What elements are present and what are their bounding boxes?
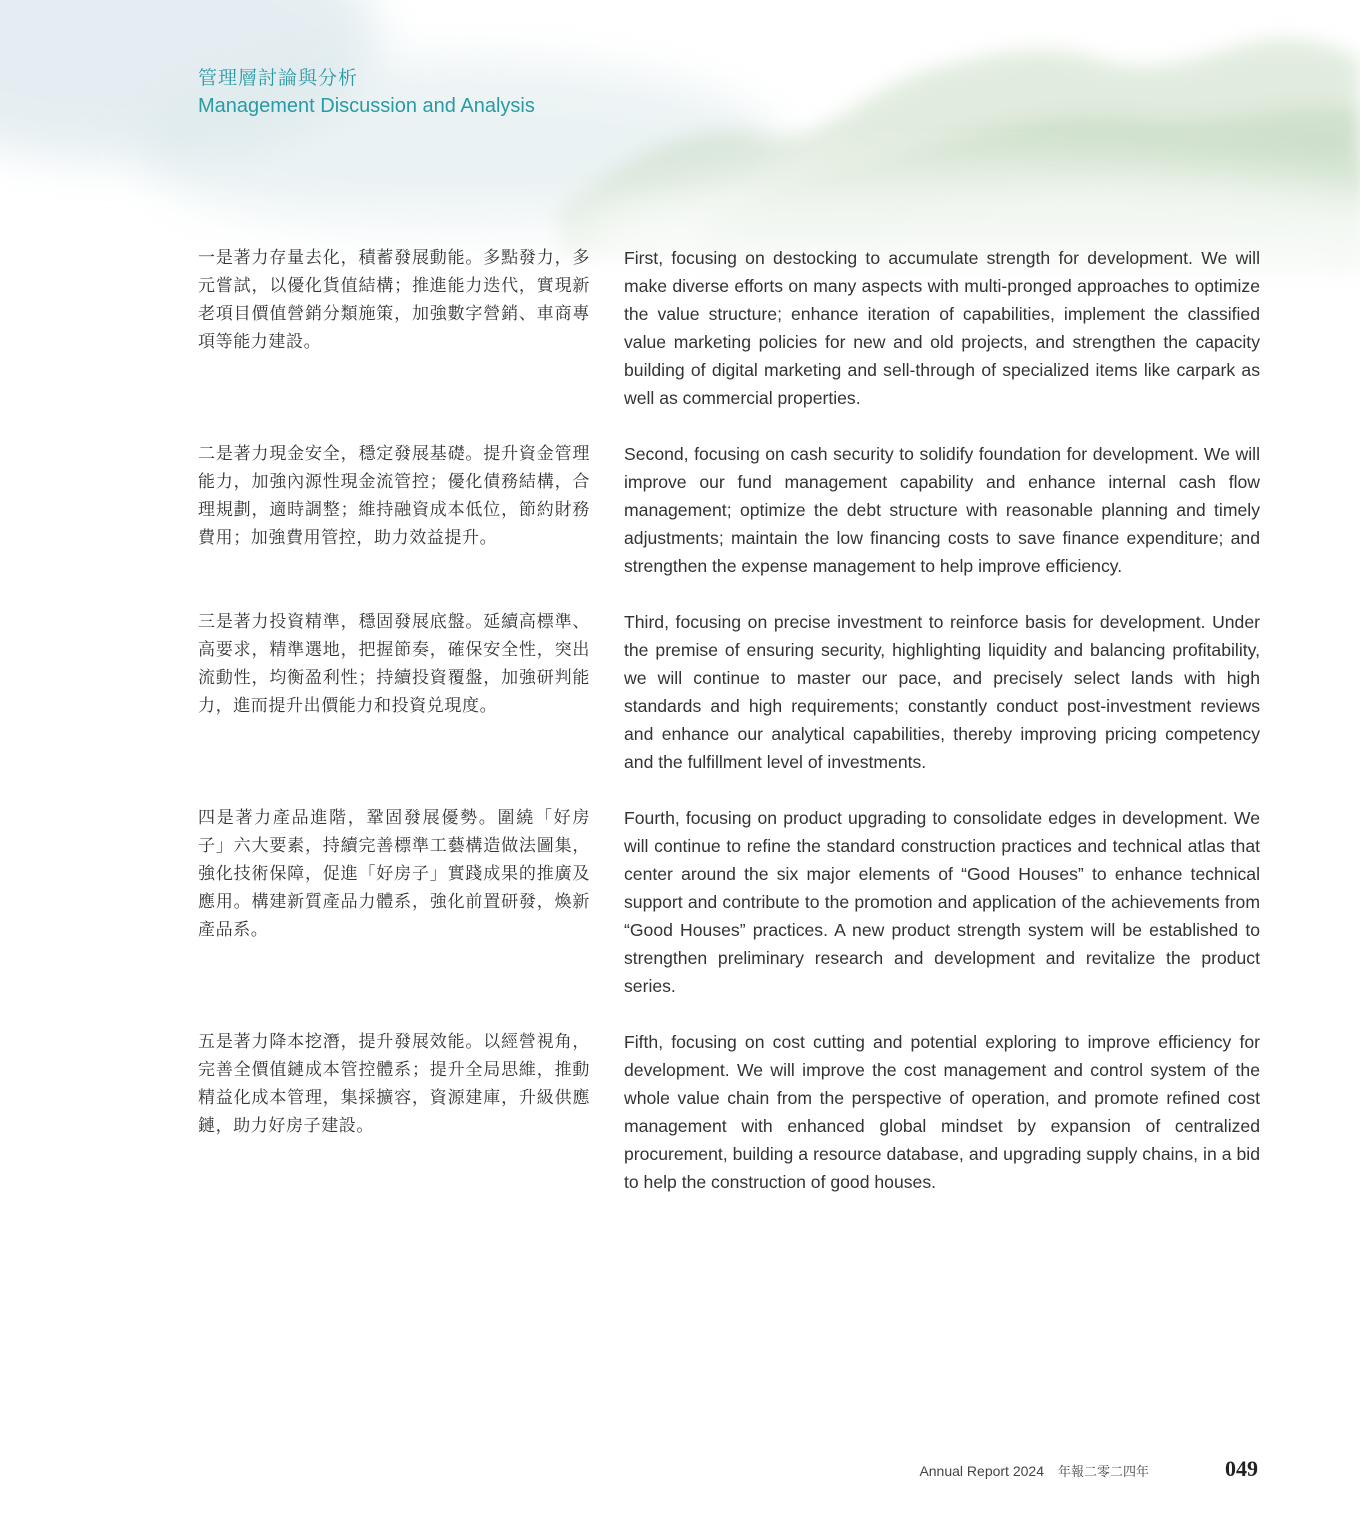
paragraph-row-1	[198, 244, 1260, 440]
page-number: 049	[1225, 1456, 1258, 1481]
page-header	[198, 64, 535, 120]
paragraph-chinese: 三是著力投資精準，穩固發展底盤。延續高標準、高要求，精準選地，把握節奏，確保安全性，突出流動性，均衡盈利性；持續投資覆盤，加強研判能力，進而提升出價能力和投資兑現度。	[198, 612, 590, 716]
paragraph-english: Fifth, focusing on cost cutting and potential exploring to improve efficiency for development. We will improve the cost management and control system of the whole value chain from the perspective of operation, and promote refined cost management with enhanced global mindset by expansion of centralized procurement, building a resource database, and upgrading supply chains, in a bid to help the construction of good houses.	[624, 1032, 1260, 1192]
section-title-english: Management Discussion and Analysis	[198, 95, 535, 117]
paragraph-english: First, focusing on destocking to accumulate strength for development. We will make diverse efforts on many aspects with multi-pronged approaches to optimize the value structure; enhance iteration of capabilities, implement the classified value marketing policies for new and old projects, and strengthen the capacity building of digital marketing and sell-through of specialized items like carpark as well as commercial properties.	[624, 248, 1260, 408]
paragraph-chinese: 五是著力降本挖潛，提升發展效能。以經營視角，完善全價值鏈成本管控體系；提升全局思維，推動精益化成本管理，集採擴容，資源建庫，升級供應鏈，助力好房子建設。	[198, 1032, 590, 1136]
footer-report-title-english: Annual Report 2024	[919, 1463, 1044, 1479]
footer-report-title-chinese: 年報二零二四年	[1057, 1465, 1149, 1480]
paragraph-english: Fourth, focusing on product upgrading to consolidate edges in development. We will continue to refine the standard construction practices and technical atlas that center around the six major elements of “Good Houses” to enhance technical support and contribute to the promotion and application of the achievements from “Good Houses” practices. A new product strength system will be established to strengthen preliminary research and development and revitalize the product series.	[624, 808, 1260, 996]
paragraph-chinese: 二是著力現金安全，穩定發展基礎。提升資金管理能力，加強內源性現金流管控；優化債務結構，合理規劃，適時調整；維持融資成本低位，節約財務費用；加強費用管控，助力效益提升。	[198, 444, 590, 548]
paragraph-english: Third, focusing on precise investment to reinforce basis for development. Under the premise of ensuring security, highlighting liquidity and balancing profitability, we will continue to master our pace, and precisely select lands with high standards and high requirements; constantly conduct post-investment reviews and enhance our analytical capabilities, thereby improving pricing competency and the fulfillment level of investments.	[624, 612, 1260, 772]
paragraph-english: Second, focusing on cash security to solidify foundation for development. We will improve our fund management capability and enhance internal cash flow management; optimize the debt structure with reasonable planning and timely adjustments; maintain the low financing costs to save finance expenditure; and strengthen the expense management to help improve efficiency.	[624, 444, 1260, 576]
section-title-chinese: 管理層討論與分析	[198, 67, 359, 89]
paragraph-row-3	[198, 608, 1260, 804]
content-body	[198, 244, 1260, 1196]
paragraph-chinese: 四是著力產品進階，鞏固發展優勢。圍繞「好房子」六大要素，持續完善標準工藝構造做法圖集，強化技術保障，促進「好房子」實踐成果的推廣及應用。構建新質產品力體系，強化前置研發，煥新產品系。	[198, 808, 590, 940]
paragraph-row-5	[198, 1028, 1260, 1196]
paragraph-row-4	[198, 804, 1260, 1028]
paragraph-chinese: 一是著力存量去化，積蓄發展動能。多點發力，多元嘗試，以優化貨值結構；推進能力迭代，實現新老項目價值營銷分類施策，加強數字營銷、車商專項等能力建設。	[198, 248, 590, 352]
paragraph-row-2	[198, 440, 1260, 608]
page-footer	[919, 1456, 1258, 1482]
